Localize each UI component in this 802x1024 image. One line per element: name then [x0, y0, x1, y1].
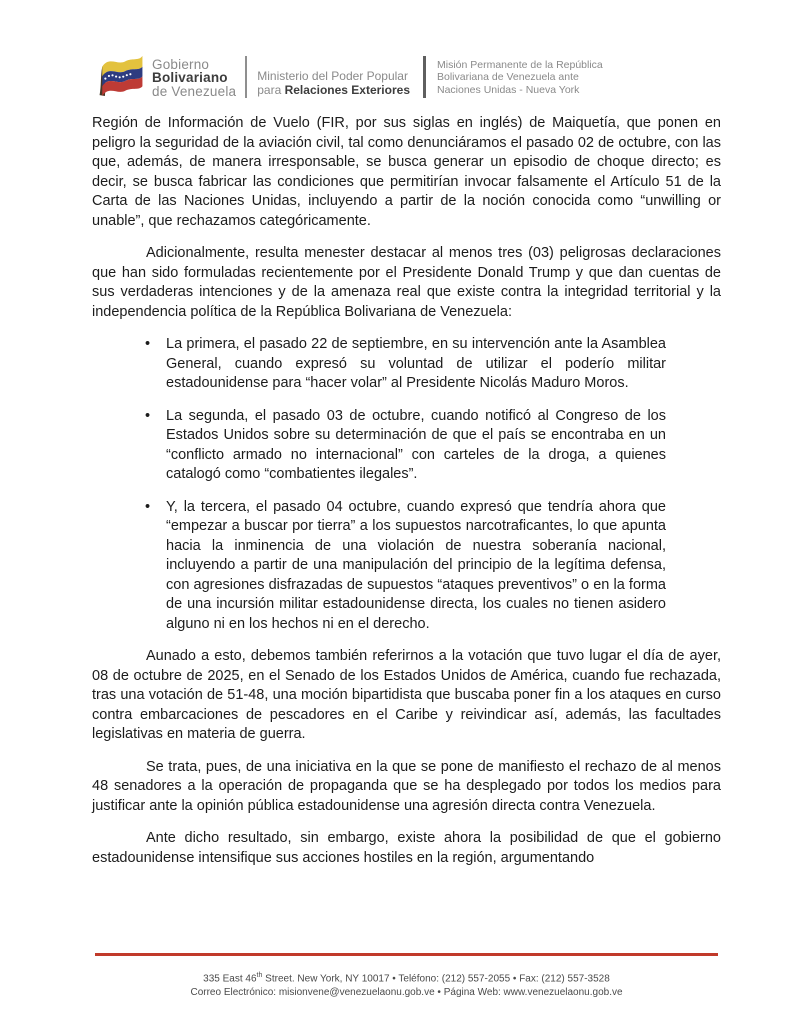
mission-line-2: Bolivariana de Venezuela ante: [437, 71, 579, 83]
paragraph-closing: Ante dicho resultado, sin embargo, existe ahora la posibilidad de que el gobierno estadounidense intensifique sus acciones hostiles en la región, argumentando: [92, 830, 721, 866]
ministry-line-2-bold: Relaciones Exteriores: [284, 82, 410, 97]
footer-address-pre: 335 East 46: [203, 973, 257, 985]
letter-footer: [95, 953, 718, 999]
mission-line-3: Naciones Unidas - Nueva York: [437, 83, 580, 96]
bullet-icon: •: [145, 407, 151, 424]
bullet-text-first: La primera, el pasado 22 de septiembre, en su intervención ante la Asamblea General, cuando expresó su voluntad de utilizar el poderío militar estadounidense para “hacer volar” al Presidente Nicolás Maduro Moros.: [166, 336, 666, 391]
bullet-icon: •: [145, 498, 151, 515]
footer-address-ordinal: th: [256, 972, 263, 979]
paragraph-senate-vote: Aunado a esto, debemos también referirnos a la votación que tuvo lugar el día de ayer, 08 de octubre de 2025, en el Senado de los Estados Unidos de América, cuando fue rechazada, tras una votación de 51-48, una moción bipartidista que buscaba poner fin a los ataques en curso contra embarcaciones de pescadores en el Caribe y reivindicar así, además, las facultades legislativas en materia de guerra.: [92, 648, 721, 742]
paragraph-declarations: Adicionalmente, resulta menester destacar al menos tres (03) peligrosas declaraciones que han sido formuladas recientemente por el Presidente Donald Trump y que dan cuentas de sus verdaderas intenciones y de la amenaza real que existe contra la integridad territorial y la independencia política de la República Bolivariana de Venezuela:: [92, 245, 721, 320]
footer-contact-line: Correo Electrónico: misionvene@venezuelaonu.gob.ve • Página Web: www.venezuelaonu.gob.ve: [190, 986, 623, 998]
footer-address-post: Street. New York, NY 10017 • Teléfono: (212) 557-2055 • Fax: (212) 557-3528: [262, 973, 610, 985]
letterhead: [96, 52, 603, 99]
brand-line-2: Bolivariano: [152, 70, 228, 85]
mission-line-1: Misión Permanente de la República: [437, 58, 603, 71]
paragraph-fir: Región de Información de Vuelo (FIR, por sus siglas en inglés) de Maiquetía, que ponen en peligro la seguridad de la aviación civil, tal como denunciáramos el pasado 02 de octubre, con las que, además, de manera irresponsable, se busca generar un episodio de choque directo; es decir, se busca fabricar las condiciones que permitirían invocar falsamente el Artículo 51 de la Carta de las Naciones Unidas, incluyendo a partir de la noción conocida como “unwilling or unable”, que rechazamos categóricamente.: [92, 115, 721, 229]
ministry-line-2-prefix: para: [257, 82, 285, 97]
list-item: [145, 335, 721, 394]
ministry-line-1: Ministerio del Poder Popular: [257, 69, 408, 83]
letter-body: [92, 114, 721, 881]
header-divider-2: [423, 56, 426, 98]
bullet-text-third: Y, la tercera, el pasado 04 octubre, cuando expresó que tendría ahora que “empezar a buscar por tierra” a los supuestos narcotraficantes, lo que apunta hacia la inminencia de una violación de nuestra soberanía nacional, incluyendo a partir de una manipulación del principio de la legítima defensa, con agresiones disfrazadas de supuestos “ataques preventivos” o en la forma de una incursión militar estadounidense directa, los cuales no tienen asidero alguno ni en los hechos ni en el derecho.: [166, 498, 666, 632]
ministry-line-2: [257, 84, 410, 98]
mission-block: [437, 59, 603, 100]
venezuela-flag-icon: [96, 52, 146, 99]
brand-line-3: de Venezuela: [152, 83, 237, 99]
header-divider-1: [245, 56, 247, 98]
brand-line-1: Gobierno: [152, 56, 210, 72]
declarations-list: [145, 335, 721, 634]
bullet-icon: •: [145, 336, 151, 352]
footer-rule: [95, 953, 718, 956]
bullet-text-second: La segunda, el pasado 03 de octubre, cuando notificó al Congreso de los Estados Unidos sobre su determinación de que el país se encontraba en un “conflicto armado no internacional” con carteles de la droga, a quienes catalogó como “combatientes ilegales”.: [166, 407, 666, 482]
brand-block: [152, 58, 236, 100]
footer-address-line: [95, 969, 718, 986]
list-item: [145, 498, 721, 635]
list-item: [145, 407, 721, 485]
paragraph-initiative: Se trata, pues, de una iniciativa en la que se pone de manifiesto el rechazo de al menos 48 senadores a la operación de propaganda que se ha desplegado por todos los medios para justificar ante la opinión pública estadounidense una agresión directa contra Venezuela.: [92, 758, 721, 814]
ministry-block: [257, 70, 410, 99]
